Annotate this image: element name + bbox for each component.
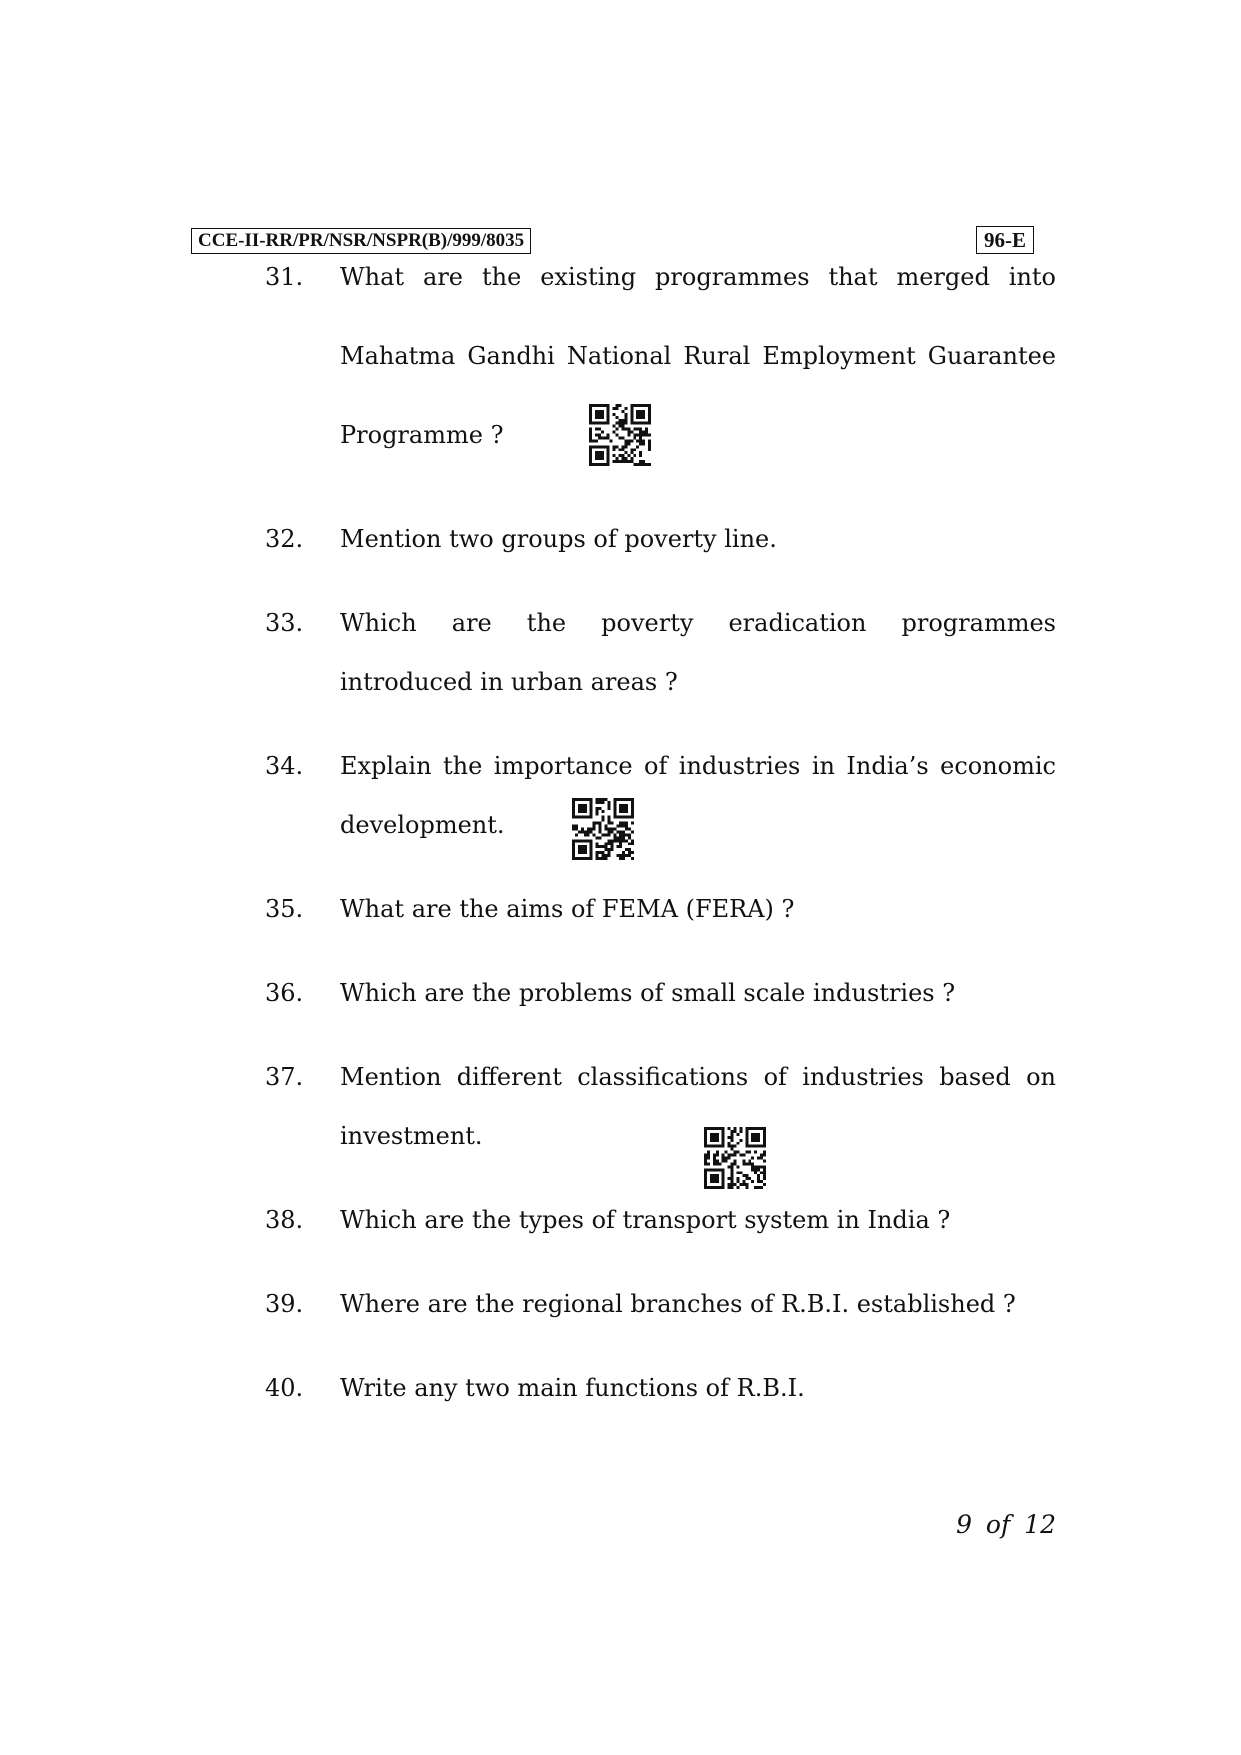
page-number: 9 of 12 [956,1510,1056,1539]
question-text-line: Programme ? [340,421,504,449]
question-number: 35. [265,895,304,923]
question-text-line: Mention two groups of poverty line. [340,525,777,553]
question-text-line: investment. [340,1122,483,1150]
question-text-line: Which are the problems of small scale industries ? [340,979,956,1007]
question-text-line: Which are the poverty eradication programmes [340,609,1056,637]
question-text-line: Which are the types of transport system in India ? [340,1206,951,1234]
question-text-line: What are the existing programmes that merged into [340,263,1056,291]
question-text-line: Explain the importance of industries in India’s economic [340,752,1056,780]
question-number: 38. [265,1206,304,1234]
question-text-line: Where are the regional branches of R.B.I. established ? [340,1290,1016,1318]
question-text-line: introduced in urban areas ? [340,668,678,696]
qr-code-icon [589,404,651,466]
header-code-box: CCE-II-RR/PR/NSR/NSPR(B)/999/8035 [191,228,531,254]
question-text-line: Mahatma Gandhi National Rural Employment Guarantee [340,342,1056,370]
question-number: 33. [265,609,304,637]
question-text-line: Mention different classifications of industries based on [340,1063,1056,1091]
question-number: 32. [265,525,304,553]
question-number: 40. [265,1374,304,1402]
qr-code-icon [704,1127,766,1189]
question-number: 34. [265,752,304,780]
question-number: 36. [265,979,304,1007]
qr-code-icon [572,798,634,860]
question-text-line: What are the aims of FEMA (FERA) ? [340,895,795,923]
question-number: 37. [265,1063,304,1091]
question-number: 39. [265,1290,304,1318]
question-text-line: Write any two main functions of R.B.I. [340,1374,805,1402]
question-number: 31. [265,263,304,291]
question-text-line: development. [340,811,505,839]
paper-number-box: 96-E [976,226,1034,254]
